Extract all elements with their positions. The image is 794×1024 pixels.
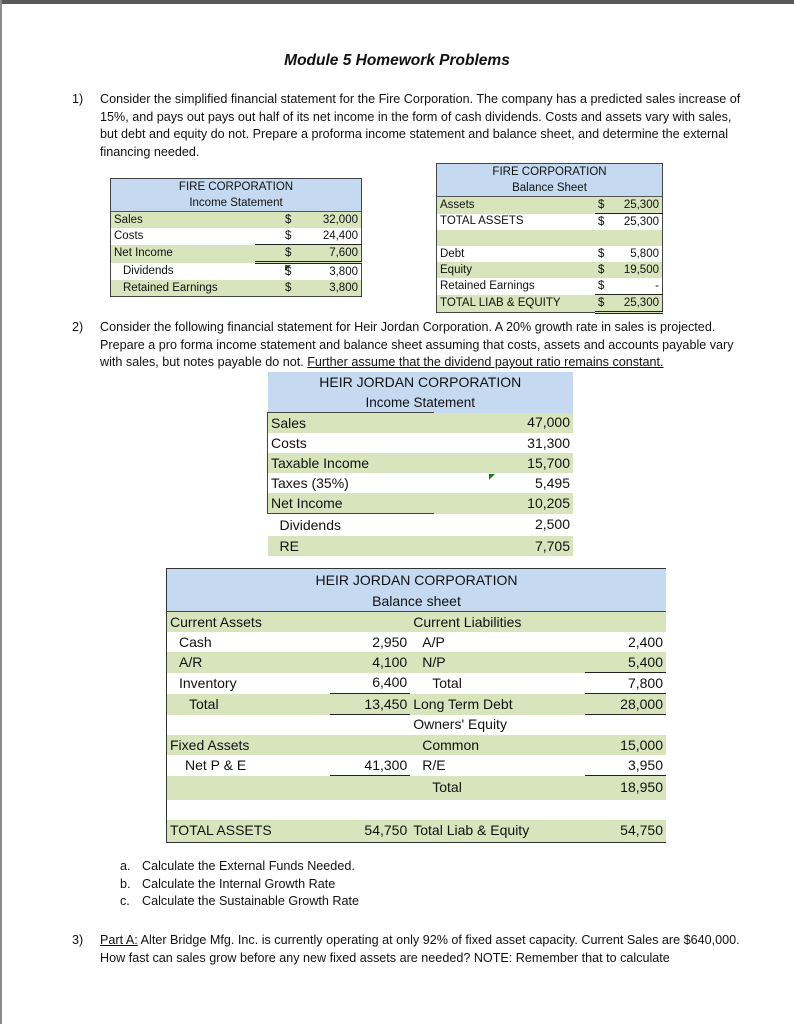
- question-list: [120, 858, 359, 911]
- currency: $: [595, 197, 610, 214]
- currency: $: [255, 228, 307, 245]
- row-value: 32,000: [322, 213, 358, 226]
- problem-number: 2): [72, 320, 84, 334]
- problem-1: [72, 91, 752, 161]
- problem-text: Alter Bridge Mfg. Inc. is currently operating at only 92% of fixed asset capacity. Current Sales are $640,000. How fast can sales grow before any new fixed assets are needed? NOTE: Remember that to calculate: [100, 933, 740, 965]
- problem-2: [72, 319, 752, 372]
- table-row: [167, 715, 667, 736]
- table-row: [111, 245, 362, 263]
- row-value: 47,000: [527, 414, 570, 431]
- page-left-border: [0, 0, 2, 1024]
- row-value: 3,800: [329, 265, 358, 278]
- row-label: Taxable Income: [268, 453, 435, 473]
- table-row: [111, 212, 362, 229]
- window-top-border: [0, 0, 794, 4]
- table-row: [167, 755, 667, 776]
- list-item: [120, 858, 359, 876]
- row-value: 54,750: [364, 822, 408, 838]
- row-value: 4,100: [372, 653, 408, 670]
- row-value: 5,800: [630, 247, 659, 260]
- currency: $: [598, 215, 605, 228]
- table-row: [167, 735, 667, 755]
- row-value: 6,400: [330, 673, 410, 694]
- row-label: Common: [422, 736, 480, 753]
- table-row: [268, 514, 574, 537]
- row-label: Costs: [114, 229, 144, 242]
- table-row: [437, 246, 663, 262]
- heir-jordan-balance-sheet: [166, 568, 666, 843]
- section-label: Current Liabilities: [413, 613, 522, 630]
- fire-balance-sheet: [436, 163, 663, 314]
- table-row: [437, 262, 663, 278]
- problem-text: Consider the simplified financial statement for the Fire Corporation. The company has a predicted sales increase of 15%, and pays out pays out half of its net income in the form of cash dividends. Costs and assets vary with sales, but debt and equity do not. Prepare a proforma income statement and balance sheet, and determine the external financing needed.: [100, 92, 741, 159]
- row-value: 7,705: [534, 537, 570, 554]
- error-indicator-icon: [489, 474, 495, 480]
- section-label: Owners' Equity: [413, 716, 507, 733]
- list-letter: b.: [120, 876, 131, 891]
- table-subtitle: Balance sheet: [372, 592, 461, 609]
- list-text: Calculate the Internal Growth Rate: [142, 876, 336, 891]
- table-row: [167, 632, 667, 652]
- table-row: [437, 295, 663, 313]
- heir-jordan-income-statement: [267, 372, 573, 556]
- table-subtitle: Balance Sheet: [437, 180, 663, 197]
- table-title: HEIR JORDAN CORPORATION: [315, 571, 518, 588]
- table-row: [437, 214, 663, 231]
- row-value: 2,950: [372, 633, 408, 650]
- row-label: Retained Earnings: [440, 279, 535, 292]
- row-value: 2,400: [627, 633, 663, 650]
- row-label: A/R: [179, 653, 203, 670]
- row-label: A/P: [422, 633, 445, 650]
- document-title: Module 5 Homework Problems: [284, 52, 510, 69]
- row-label: Net Income: [268, 493, 435, 514]
- table-row: [111, 228, 362, 245]
- row-label: Cash: [179, 633, 212, 650]
- currency: $: [595, 295, 610, 313]
- table-row: [167, 652, 667, 673]
- row-label: Dividends: [279, 516, 341, 533]
- part-label: Part A:: [100, 933, 138, 947]
- row-value: 2,500: [534, 516, 570, 533]
- row-label: N/P: [422, 653, 446, 670]
- row-label: Long Term Debt: [413, 695, 513, 712]
- row-value: 31,300: [527, 434, 570, 451]
- table-row: [268, 453, 574, 473]
- row-label: Inventory: [179, 674, 237, 691]
- row-label: Total Liab & Equity: [413, 822, 530, 838]
- currency: $: [598, 263, 605, 276]
- list-item: [120, 876, 359, 894]
- row-label: Assets: [440, 198, 475, 211]
- table-row: [167, 694, 667, 715]
- problem-number: 3): [72, 933, 84, 947]
- row-label: Net Income: [114, 247, 173, 259]
- problem-3: [72, 932, 752, 967]
- row-value: 5,400: [585, 652, 666, 673]
- list-text: Calculate the Sustainable Growth Rate: [142, 894, 360, 908]
- row-value: 15,000: [620, 736, 663, 753]
- row-label: Total: [432, 779, 462, 795]
- row-value: -: [610, 278, 662, 295]
- row-value: 10,205: [527, 494, 570, 511]
- table-row: [268, 473, 574, 493]
- list-letter: a.: [120, 859, 131, 873]
- row-label: Equity: [440, 263, 472, 276]
- section-label: Fixed Assets: [170, 736, 250, 753]
- table-row: [268, 433, 574, 453]
- row-value: 25,300: [610, 197, 662, 214]
- table-title: FIRE CORPORATION: [492, 165, 607, 178]
- row-label: Retained Earnings: [123, 281, 218, 294]
- row-label: Total: [189, 695, 219, 712]
- section-label: Current Assets: [170, 613, 262, 630]
- table-subtitle: Income Statement: [365, 394, 476, 410]
- row-value: 24,400: [307, 228, 362, 245]
- list-item: [120, 893, 359, 911]
- fire-income-statement: [110, 178, 362, 297]
- row-label: Dividends: [123, 264, 174, 277]
- table-row: [167, 673, 667, 694]
- table-row: [167, 776, 667, 800]
- row-value: 3,950: [585, 755, 666, 776]
- row-value: 28,000: [585, 694, 666, 715]
- problem-text: Consider the following financial statement for Heir Jordan Corporation. A 20% growth rate in sales is projected. Prepare a pro forma income statement and balance sheet assuming that costs, assets and accounts payable vary with sales, but notes payable do not.: [100, 320, 734, 369]
- row-label: TOTAL LIAB & EQUITY: [440, 296, 561, 309]
- row-value: 5,495: [534, 474, 570, 491]
- row-label: TOTAL ASSETS: [440, 215, 524, 228]
- table-row: [437, 278, 663, 295]
- row-value: 41,300: [330, 755, 410, 776]
- table-row-empty: [437, 230, 663, 246]
- row-label: TOTAL ASSETS: [170, 822, 272, 838]
- row-value: 18,950: [620, 779, 663, 796]
- row-label: Total: [432, 674, 462, 691]
- currency: $: [285, 281, 292, 294]
- row-value: 7,800: [585, 673, 666, 694]
- row-label: RE: [279, 537, 299, 554]
- row-label: Sales: [114, 213, 143, 226]
- table-row: [268, 413, 574, 434]
- table-title: FIRE CORPORATION: [178, 180, 294, 193]
- problem-text-underlined: Further assume that the dividend payout ratio remains constant.: [307, 355, 664, 369]
- table-title: HEIR JORDAN CORPORATION: [319, 373, 522, 390]
- row-value: 13,450: [330, 694, 410, 715]
- row-label: Costs: [268, 433, 435, 453]
- row-value: 7,600: [307, 245, 362, 263]
- list-letter: c.: [120, 894, 130, 908]
- list-text: Calculate the External Funds Needed.: [142, 859, 355, 873]
- table-row: [167, 612, 667, 633]
- table-row: [437, 197, 663, 214]
- row-label: Taxes (35%): [268, 473, 435, 493]
- table-row: [167, 820, 667, 843]
- table-row-empty: [167, 800, 667, 820]
- row-value: 54,750: [620, 822, 663, 838]
- row-label: Sales: [268, 413, 435, 434]
- problem-number: 1): [72, 92, 84, 106]
- table-row: [268, 536, 574, 556]
- table-row: [111, 280, 362, 297]
- table-row: [268, 493, 574, 514]
- row-label: R/E: [422, 756, 446, 773]
- currency: $: [285, 265, 292, 278]
- currency: $: [595, 278, 610, 295]
- currency: $: [255, 245, 307, 263]
- row-value: 19,500: [623, 263, 659, 276]
- row-value: 25,300: [610, 295, 662, 313]
- row-label: Net P & E: [185, 756, 247, 773]
- table-row: [111, 263, 362, 281]
- currency: $: [598, 247, 605, 260]
- row-value: 25,300: [623, 215, 659, 228]
- row-value: 3,800: [329, 281, 358, 294]
- row-label: Debt: [440, 247, 465, 260]
- row-value: 15,700: [527, 454, 570, 471]
- table-subtitle: Income Statement: [111, 195, 362, 212]
- currency: $: [285, 213, 292, 226]
